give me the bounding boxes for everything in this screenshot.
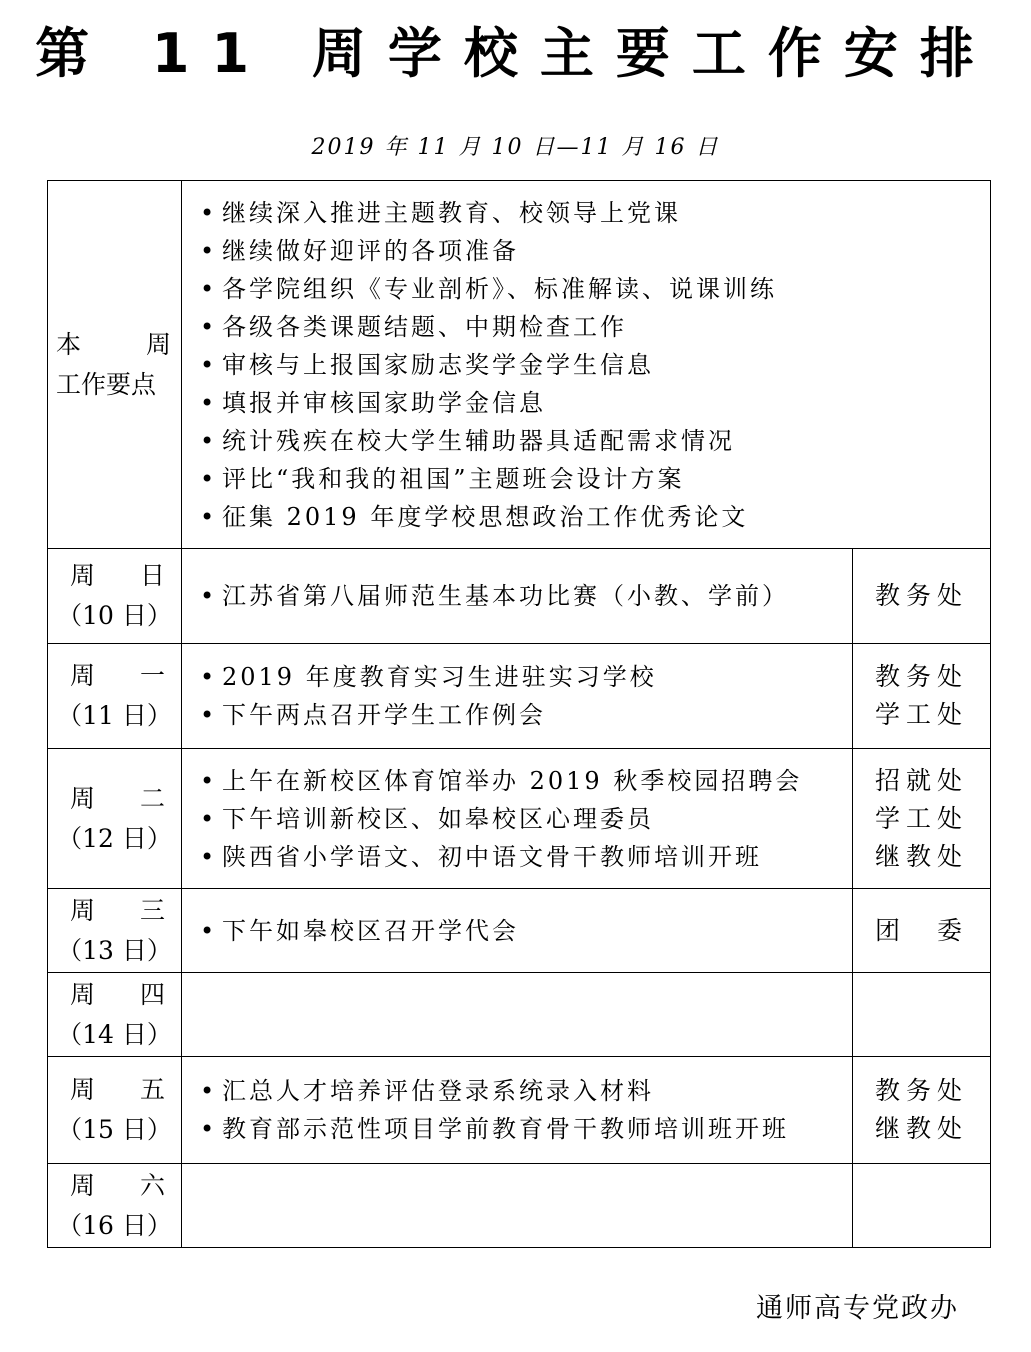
department-name: 学工处 — [874, 700, 968, 729]
date-range: 2019 年 11 月 10 日—11 月 16 日 — [311, 135, 720, 160]
day-item-list — [182, 912, 852, 950]
day-item — [200, 1072, 852, 1110]
summary-item — [200, 346, 990, 384]
bullet-icon: • — [200, 198, 218, 227]
day-row — [48, 889, 991, 973]
day-row — [48, 549, 991, 644]
day-label-cell — [48, 1057, 182, 1164]
day-item — [200, 762, 852, 800]
day-name-char-1: 周 — [70, 1075, 96, 1104]
day-item-text: 2019 年度教育实习生进驻实习学校 — [222, 663, 657, 691]
day-label-cell — [48, 973, 182, 1057]
day-name — [48, 779, 181, 819]
department-name: 招就处 — [874, 765, 968, 795]
day-items-cell — [182, 644, 853, 749]
day-row — [48, 1057, 991, 1164]
day-item — [200, 658, 852, 696]
day-dept-cell — [853, 889, 991, 973]
bullet-icon: • — [200, 236, 218, 265]
department-name: 教务处 — [874, 581, 968, 610]
day-name — [48, 1166, 181, 1206]
day-name-char-1: 周 — [70, 561, 96, 590]
day-dept-cell — [853, 1164, 991, 1248]
summary-item — [200, 498, 990, 536]
bullet-icon: • — [200, 1115, 218, 1143]
bullet-icon: • — [200, 582, 218, 610]
day-name-char-2: 五 — [139, 1075, 165, 1104]
summary-row — [48, 181, 991, 549]
day-name-char-1: 周 — [70, 661, 96, 690]
day-name-char-1: 周 — [70, 895, 96, 925]
day-item-list — [182, 762, 852, 876]
day-row — [48, 973, 991, 1057]
department-name: 继教处 — [874, 1114, 968, 1143]
day-dept-cell — [853, 644, 991, 749]
bullet-icon: • — [200, 426, 218, 455]
summary-item — [200, 422, 990, 460]
signature: 通师高专党政办 — [756, 1293, 959, 1324]
day-name — [48, 891, 181, 931]
day-item-list — [182, 658, 852, 734]
day-item — [200, 696, 852, 734]
day-item-text: 陕西省小学语文、初中语文骨干教师培训开班 — [222, 842, 762, 871]
summary-list — [182, 194, 990, 536]
summary-items-cell — [182, 181, 991, 549]
summary-item-text: 征集 2019 年度学校思想政治工作优秀论文 — [222, 502, 749, 531]
day-item-text: 汇总人才培养评估登录系统录入材料 — [222, 1077, 654, 1105]
bullet-icon: • — [200, 701, 218, 729]
summary-item — [200, 270, 990, 308]
day-items-cell — [182, 973, 853, 1057]
day-items-cell — [182, 749, 853, 889]
day-item — [200, 1110, 852, 1148]
bullet-icon: • — [200, 766, 218, 795]
day-row — [48, 1164, 991, 1248]
bullet-icon: • — [200, 464, 218, 493]
bullet-icon: • — [200, 312, 218, 341]
day-item-text: 下午两点召开学生工作例会 — [222, 701, 546, 729]
day-name-char-2: 一 — [139, 661, 165, 690]
day-name-char-1: 周 — [70, 783, 96, 813]
department-name: 团 委 — [874, 915, 968, 945]
day-date: （16 日） — [57, 1210, 172, 1240]
summary-item — [200, 308, 990, 346]
day-date: （11 日） — [57, 701, 172, 730]
day-label-cell — [48, 1164, 182, 1248]
summary-item-text: 统计残疾在校大学生辅助器具适配需求情况 — [222, 426, 735, 455]
day-label-cell — [48, 644, 182, 749]
day-items-cell — [182, 549, 853, 644]
day-name-char-2: 二 — [139, 783, 165, 813]
day-date: （13 日） — [57, 935, 172, 965]
day-item — [200, 912, 852, 950]
day-item-text: 上午在新校区体育馆举办 2019 秋季校园招聘会 — [222, 766, 803, 795]
summary-item — [200, 194, 990, 232]
day-items-cell — [182, 889, 853, 973]
day-name-char-2: 六 — [139, 1170, 165, 1200]
day-name — [48, 556, 181, 596]
bullet-icon: • — [200, 663, 218, 691]
day-dept-cell — [853, 973, 991, 1057]
day-row — [48, 644, 991, 749]
summary-item-text: 各学院组织《专业剖析》、标准解读、说课训练 — [222, 274, 777, 303]
department-name: 继教处 — [874, 841, 968, 871]
day-date: （12 日） — [57, 823, 172, 853]
day-items-cell — [182, 1164, 853, 1248]
summary-label-cell — [48, 181, 182, 549]
day-label-cell — [48, 749, 182, 889]
day-dept-cell — [853, 1057, 991, 1164]
day-name-char-2: 日 — [139, 561, 165, 590]
day-date: （10 日） — [57, 601, 172, 630]
summary-item-text: 审核与上报国家励志奖学金学生信息 — [222, 350, 654, 379]
day-item-text: 江苏省第八届师范生基本功比赛（小教、学前） — [222, 582, 789, 610]
day-items-cell — [182, 1057, 853, 1164]
summary-label-char-1: 本 — [56, 329, 82, 359]
department-name: 教务处 — [874, 1076, 968, 1105]
day-name — [48, 1070, 181, 1110]
department-name: 学工处 — [874, 803, 968, 833]
day-row — [48, 749, 991, 889]
day-dept-cell — [853, 549, 991, 644]
summary-item-text: 继续深入推进主题教育、校领导上党课 — [222, 198, 681, 227]
day-name — [48, 656, 181, 696]
bullet-icon: • — [200, 1077, 218, 1105]
summary-item-text: 填报并审核国家助学金信息 — [222, 388, 546, 417]
document-title: 第 11 周学校主要工作安排 — [35, 22, 996, 85]
day-name — [48, 975, 181, 1015]
schedule-table — [47, 180, 991, 1248]
day-name-char-2: 四 — [139, 979, 165, 1009]
day-item-list — [182, 577, 852, 615]
day-label-cell — [48, 889, 182, 973]
bullet-icon: • — [200, 916, 218, 945]
day-item-text: 教育部示范性项目学前教育骨干教师培训班开班 — [222, 1115, 789, 1143]
bullet-icon: • — [200, 502, 218, 531]
day-item-text: 下午培训新校区、如皋校区心理委员 — [222, 804, 654, 833]
day-date: （15 日） — [57, 1115, 172, 1144]
department-name: 教务处 — [874, 662, 968, 691]
bullet-icon: • — [200, 842, 218, 871]
summary-label-line-2: 工作要点 — [56, 369, 157, 399]
summary-item-text: 评比“我和我的祖国”主题班会设计方案 — [222, 464, 685, 493]
bullet-icon: • — [200, 388, 218, 417]
day-item — [200, 577, 852, 615]
summary-item-text: 各级各类课题结题、中期检查工作 — [222, 312, 627, 341]
summary-item — [200, 232, 990, 270]
summary-item — [200, 384, 990, 422]
summary-item — [200, 460, 990, 498]
day-date: （14 日） — [57, 1019, 172, 1049]
day-name-char-1: 周 — [70, 979, 96, 1009]
day-name-char-2: 三 — [139, 895, 165, 925]
day-item-list — [182, 1072, 852, 1148]
day-item — [200, 800, 852, 838]
day-dept-cell — [853, 749, 991, 889]
summary-label-char-2: 周 — [145, 329, 171, 359]
summary-item-text: 继续做好迎评的各项准备 — [222, 236, 519, 265]
day-label-cell — [48, 549, 182, 644]
bullet-icon: • — [200, 804, 218, 833]
bullet-icon: • — [200, 350, 218, 379]
day-item-text: 下午如皋校区召开学代会 — [222, 916, 519, 945]
bullet-icon: • — [200, 274, 218, 303]
day-name-char-1: 周 — [70, 1170, 96, 1200]
day-item — [200, 838, 852, 876]
